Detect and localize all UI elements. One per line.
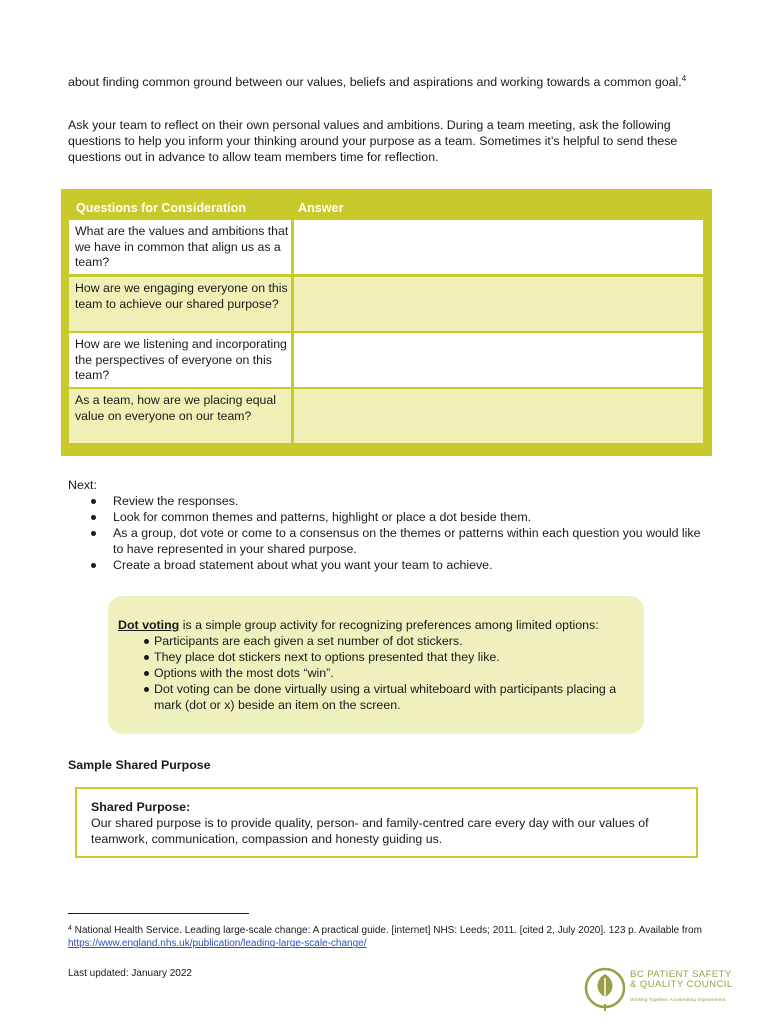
logo-line2: & QUALITY COUNCIL	[630, 979, 733, 990]
logo-tagline: Working Together. Accelerating Improvement.	[630, 998, 727, 1003]
footnote-divider	[68, 913, 249, 914]
next-label: Next:	[68, 478, 97, 492]
leaf-logo-icon	[584, 964, 626, 1012]
dot-voting-list	[118, 633, 644, 713]
list-item: Options with the most dots “win”.	[118, 665, 644, 681]
question-cell: How are we engaging everyone on this team to achieve our shared purpose?	[69, 277, 291, 331]
answer-cell[interactable]	[294, 333, 703, 387]
dot-voting-term: Dot voting	[118, 618, 180, 632]
dot-voting-definition: Dot voting is a simple group activity for recognizing preferences among limited options:	[118, 618, 599, 632]
answer-cell[interactable]	[294, 277, 703, 331]
answer-cell[interactable]	[294, 220, 703, 274]
next-list	[68, 493, 708, 573]
list-item: Create a broad statement about what you want your team to achieve.	[68, 557, 708, 573]
dot-voting-callout	[108, 596, 644, 734]
shared-purpose-text: Our shared purpose is to provide quality, person- and family-centred care every day with our values of teamwork, communication, compassion and honesty guiding us.	[91, 816, 649, 846]
question-cell: What are the values and ambitions that we have in common that align us as a team?	[69, 220, 291, 274]
list-item: As a group, dot vote or come to a consensus on the themes or patterns within each question you would like to have represented in your shared purpose.	[68, 525, 708, 557]
header-answer: Answer	[298, 201, 344, 215]
list-item: Look for common themes and patterns, highlight or place a dot beside them.	[68, 509, 708, 525]
footnote-link[interactable]: https://www.england.nhs.uk/publication/leading-large-scale-change/	[68, 938, 367, 950]
header-questions: Questions for Consideration	[76, 201, 247, 215]
table-row	[69, 333, 703, 387]
intro-continuation: about finding common ground between our values, beliefs and aspirations and working towards a common goal.$^4$	[68, 74, 687, 90]
next-steps	[68, 477, 708, 573]
logo-line1: BC PATIENT SAFETY	[630, 969, 732, 980]
table-row	[69, 277, 703, 331]
question-cell: How are we listening and incorporating the perspectives of everyone on this team?	[69, 333, 291, 387]
shared-purpose-title: Shared Purpose:	[91, 800, 191, 814]
list-item: Participants are each given a set number of dot stickers.	[118, 633, 644, 649]
last-updated: Last updated: January 2022	[68, 968, 192, 979]
footnote: $^4$ National Health Service. Leading large-scale change: A practical guide. [internet] NHS: Leeds; 2011. [cited 2, July 2020]. 123 p. Available from https://www.england.nhs.uk/publication/leading-large-scale-change/	[68, 925, 702, 950]
answer-cell[interactable]	[294, 389, 703, 443]
questions-table	[61, 189, 712, 456]
shared-purpose-box	[75, 787, 698, 858]
question-cell: As a team, how are we placing equal value on everyone on our team?	[69, 389, 291, 443]
list-item: They place dot stickers next to options presented that they like.	[118, 649, 644, 665]
list-item: Dot voting can be done virtually using a virtual whiteboard with participants placing a mark (dot or x) beside an item on the screen.	[118, 681, 644, 713]
table-row	[69, 389, 703, 443]
sample-title: Sample Shared Purpose	[68, 758, 211, 772]
intro-paragraph: Ask your team to reflect on their own personal values and ambitions. During a team meeting, ask the following questions to help you inform your thinking around your purpose as a team. Sometimes it’s helpful to send these questions out in advance to allow team members time for reflection.	[68, 118, 678, 164]
list-item: Review the responses.	[68, 493, 708, 509]
table-row	[69, 220, 703, 274]
bcpsqc-logo	[584, 964, 734, 1014]
